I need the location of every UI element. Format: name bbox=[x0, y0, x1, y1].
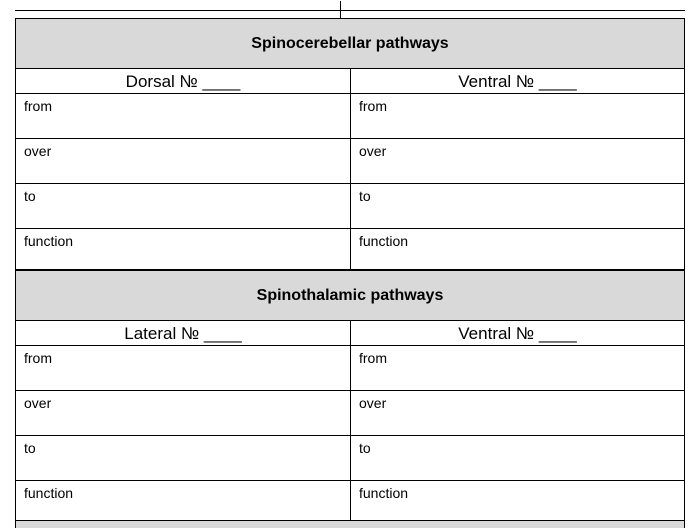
table-cell: to bbox=[16, 436, 350, 481]
column-title: Ventral № ____ bbox=[351, 321, 684, 346]
table-cell: from bbox=[16, 94, 350, 139]
table-cell: over bbox=[16, 391, 350, 436]
table-cell: from bbox=[351, 346, 684, 391]
spinocerebellar-section bbox=[15, 18, 685, 270]
table-cell: over bbox=[16, 139, 350, 184]
table-cell: function bbox=[16, 229, 350, 270]
column-title: Dorsal № ____ bbox=[16, 69, 350, 94]
table-cell: from bbox=[351, 94, 684, 139]
table-cell: to bbox=[351, 436, 684, 481]
table-cell: function bbox=[351, 229, 684, 270]
next-section-edge bbox=[15, 520, 685, 528]
section-header: Spinothalamic pathways bbox=[15, 270, 685, 321]
column-title: Ventral № ____ bbox=[351, 69, 684, 94]
ventral-column bbox=[350, 69, 685, 270]
lateral-column bbox=[15, 321, 350, 522]
ventral-column bbox=[350, 321, 685, 522]
column-divider bbox=[340, 1, 341, 19]
table-cell: from bbox=[16, 346, 350, 391]
table-cell: function bbox=[351, 481, 684, 522]
spinothalamic-section bbox=[15, 270, 685, 522]
dorsal-column bbox=[15, 69, 350, 270]
table-cell: over bbox=[351, 139, 684, 184]
table-cell: over bbox=[351, 391, 684, 436]
table-cell: function bbox=[16, 481, 350, 522]
column-title: Lateral № ____ bbox=[16, 321, 350, 346]
table-cell: to bbox=[351, 184, 684, 229]
table-cell: to bbox=[16, 184, 350, 229]
section-header: Spinocerebellar pathways bbox=[15, 18, 685, 69]
